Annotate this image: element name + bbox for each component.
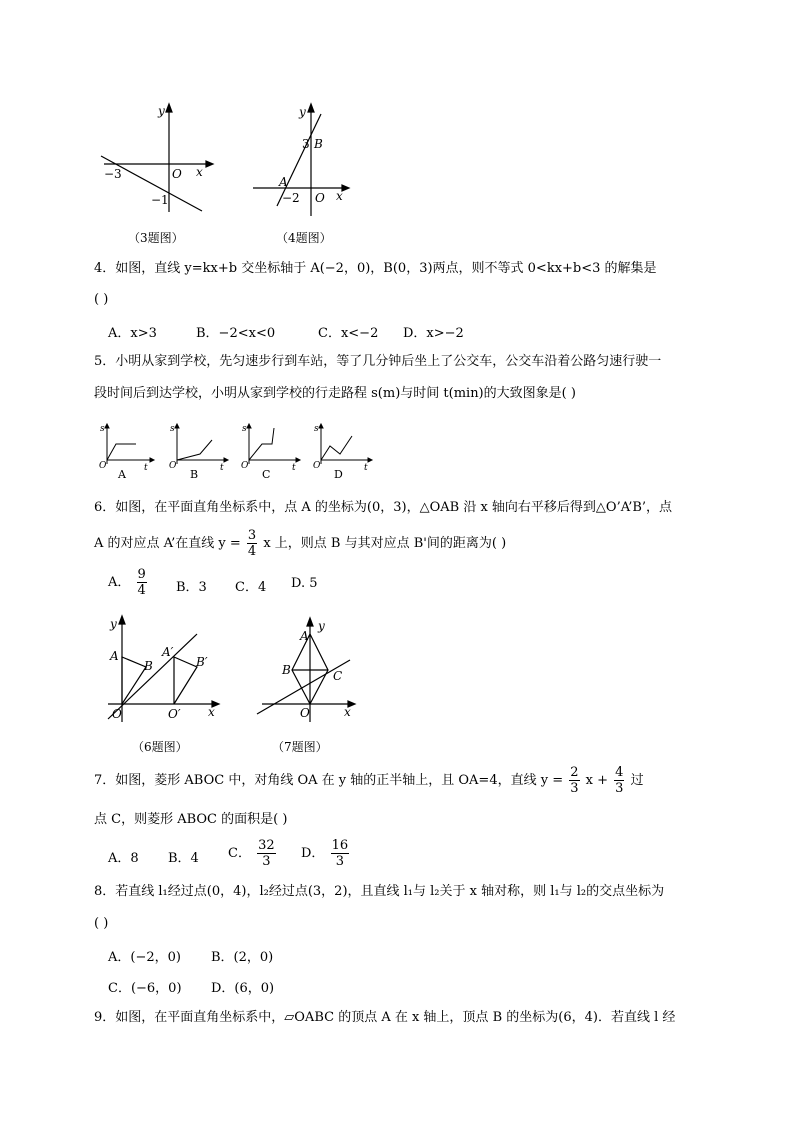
figure-7 (256, 614, 360, 726)
q6-frac-num: 3 (247, 528, 257, 543)
q5-a-s: s (100, 424, 105, 434)
question-7-option-d (301, 837, 351, 871)
question-4-option-a: A．x>3 (108, 326, 157, 341)
figure-3 (96, 100, 216, 220)
q7-line1-prefix: 7．如图，菱形 ABOC 中，对角线 OA 在 y 轴的正半轴上，且 OA=4，直线 y = (94, 773, 564, 788)
fig7-origin-label: O (300, 706, 310, 720)
question-7-line-1 (94, 764, 644, 798)
fig6-caption: （6题图） (132, 740, 188, 754)
q5-graph-d (312, 420, 374, 472)
q5-c-t: t (292, 463, 296, 472)
q5-d-o: O (313, 461, 321, 471)
fig6-x-label: x (208, 705, 215, 719)
question-4-line-1: 4．如图，直线 y=kx+b 交坐标轴于 A(−2，0)，B(0，3)两点，则不等式 0<kx+b<3 的解集是 (94, 261, 657, 276)
q6-opt-a-den: 4 (137, 583, 146, 598)
question-7-option-b: B．4 (168, 851, 199, 866)
fig6-point-o-prime-label: O′ (168, 707, 181, 721)
figure-4 (248, 100, 358, 220)
question-6-option-a (108, 566, 149, 600)
fig7-point-a-label: A (300, 629, 309, 643)
q5-graph-a-label: A (118, 468, 126, 481)
q5-c-o: O (241, 461, 249, 471)
question-9-line-1: 9．如图，在平面直角坐标系中，▱OABC 的顶点 A 在 x 轴上，顶点 B 的坐标为(6，4)．若直线 l 经 (94, 1010, 676, 1025)
q6-option-a-label: A． (108, 575, 131, 590)
fig7-y-label: y (318, 619, 325, 633)
fig4-three-label: 3 (302, 137, 310, 151)
q7-f2-den: 3 (615, 781, 624, 796)
q5-graph-c (240, 420, 302, 472)
question-5-line-1: 5．小明从家到学校，先匀速步行到车站，等了几分钟后坐上了公交车，公交车沿着公路匀速行驶一 (94, 354, 662, 369)
question-7-line-2: 点 C，则菱形 ABOC 的面积是( ) (94, 812, 288, 827)
fig7-point-c-label: C (333, 669, 343, 683)
fig3-caption: （3题图） (128, 231, 184, 245)
q5-graph-c-label: C (262, 468, 271, 481)
fig3-origin-label: O (172, 167, 182, 181)
fig4-minus2-label: −2 (282, 191, 300, 205)
q7-line1-suffix: 过 (630, 773, 644, 788)
q6-frac-den: 4 (247, 544, 257, 559)
q7-optc-den: 3 (262, 854, 271, 869)
q7-line1-mid: x + (585, 773, 609, 788)
fig7-x-label: x (344, 705, 351, 719)
q5-graph-a (98, 420, 156, 472)
fig6-point-a-label: A (110, 649, 119, 663)
q6-line2-prefix: A 的对应点 A’在直线 y = (94, 536, 241, 551)
question-6-option-d: D. 5 (291, 576, 318, 591)
q7-fraction-1 (569, 765, 579, 796)
fig6-point-a-prime-label: A′ (162, 645, 174, 659)
q6-opt-a-num: 9 (137, 567, 146, 582)
fig3-minus1-label: −1 (151, 193, 169, 207)
question-6-option-c: C．4 (235, 580, 267, 595)
q7-option-d-label: D． (301, 846, 325, 861)
fig4-y-label: y (299, 105, 306, 119)
q5-c-s: s (242, 424, 247, 434)
q6-line2-suffix: x 上，则点 B 与其对应点 B'间的距离为( ) (263, 536, 507, 551)
fig7-caption: （7题图） (272, 740, 328, 754)
question-6-line-1: 6．如图，在平面直角坐标系中，点 A 的坐标为(0，3)，△OAB 沿 x 轴向右平移后得到△O’A’B’，点 (94, 500, 673, 515)
q5-a-o: O (99, 461, 107, 471)
q5-a-t: t (144, 463, 148, 472)
q7-f2-num: 4 (615, 765, 624, 780)
fig4-origin-label: O (315, 191, 325, 205)
question-8-line-2: ( ) (94, 916, 109, 931)
question-5-line-2: 段时间后到达学校，小明从家到学校的行走路程 s(m)与时间 t(min)的大致图象是( ) (94, 386, 576, 401)
fig3-x-label: x (196, 165, 203, 179)
fig3-minus3-label: −3 (104, 167, 122, 181)
q7-optc-num: 32 (258, 838, 275, 853)
fig4-point-a-label: A (279, 175, 288, 189)
q7-option-c-fraction (257, 838, 276, 869)
question-6-line-2 (94, 527, 506, 561)
q7-optd-den: 3 (335, 854, 344, 869)
question-8-option-d: D．(6，0) (211, 981, 275, 996)
question-8-option-a: A．(−2，0) (108, 950, 181, 965)
question-8-line-1: 8．若直线 l₁经过点(0，4)，l₂经过点(3，2)，且直线 l₁与 l₂关于 x 轴对称，则 l₁与 l₂的交点坐标为 (94, 884, 665, 899)
q7-option-c-label: C． (228, 846, 251, 861)
q5-d-s: s (314, 424, 319, 434)
q5-graph-d-label: D (334, 468, 343, 481)
q7-fraction-2 (614, 765, 624, 796)
fig4-x-label: x (336, 189, 343, 203)
question-4-option-c: C．x<−2 (318, 326, 379, 341)
q5-b-t: t (220, 463, 224, 472)
q7-option-d-fraction (331, 838, 350, 869)
q6-option-a-fraction (137, 567, 147, 598)
fig6-origin-label: O (112, 707, 122, 721)
q7-f1-den: 3 (570, 781, 579, 796)
q5-graph-b-label: B (190, 468, 199, 481)
q5-b-o: O (169, 461, 177, 471)
q7-optd-num: 16 (331, 838, 349, 853)
question-4-option-d: D．x>−2 (403, 326, 464, 341)
fig3-y-label: y (158, 104, 165, 118)
question-4-option-b: B．−2<x<0 (196, 326, 276, 341)
question-7-option-a: A．8 (108, 851, 139, 866)
q5-graph-b (168, 420, 230, 472)
question-7-option-c (228, 837, 278, 871)
question-8-option-c: C．(−6，0) (108, 981, 182, 996)
q7-f1-num: 2 (570, 765, 579, 780)
q6-fraction (247, 528, 257, 559)
question-6-option-b: B．3 (176, 580, 207, 595)
fig7-point-b-label: B (282, 663, 291, 677)
question-4-line-2: ( ) (94, 292, 109, 307)
fig4-point-b-label: B (314, 137, 323, 151)
fig6-point-b-label: B (144, 659, 153, 673)
fig4-caption: （4题图） (276, 231, 332, 245)
fig6-y-label: y (110, 617, 117, 631)
q5-b-s: s (170, 424, 175, 434)
q5-d-t: t (364, 463, 368, 472)
figure-6 (100, 612, 224, 724)
question-8-option-b: B．(2，0) (211, 950, 274, 965)
fig6-point-b-prime-label: B′ (196, 655, 208, 669)
